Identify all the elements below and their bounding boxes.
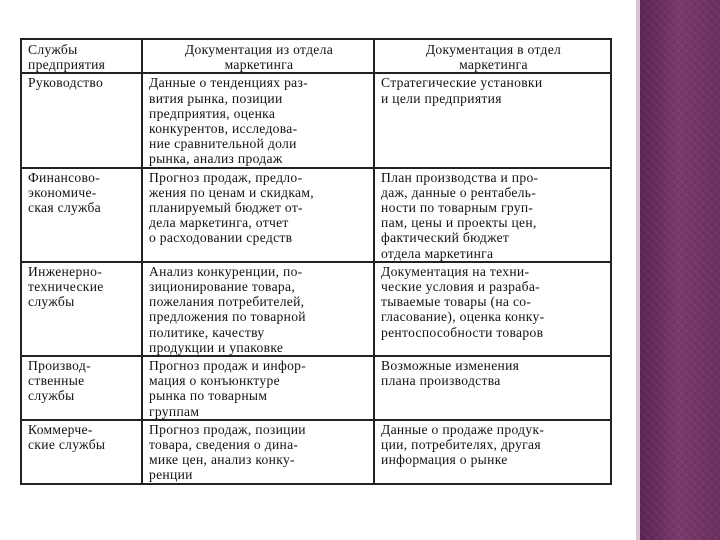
cell-from-marketing — [142, 73, 374, 167]
cell-to-marketing — [374, 73, 611, 167]
cell-to-marketing-line: Документация на техни- — [381, 263, 530, 279]
table-row — [21, 356, 611, 420]
cell-to-marketing-line: фактический бюджет — [381, 230, 510, 246]
header-to-line: маркетинга — [459, 57, 528, 73]
cell-to-marketing-line: информация о рынке — [381, 452, 508, 468]
cell-service-line: Инженерно- — [28, 263, 103, 279]
cell-to-marketing-line: рентоспособности товаров — [381, 324, 544, 340]
cell-from-marketing-line: товара, сведения о дина- — [149, 437, 299, 453]
cell-from-marketing-line: жения по ценам и скидкам, — [149, 184, 314, 200]
cell-to-marketing — [374, 356, 611, 420]
cell-from-marketing-line: Данные о тенденциях раз- — [149, 75, 309, 91]
cell-service-line: экономиче- — [28, 184, 97, 200]
cell-to-marketing-line: отдела маркетинга — [381, 245, 494, 261]
cell-from-marketing-line: ние сравнительной доли — [149, 136, 297, 152]
cell-to-marketing-line: ности по товарным груп- — [381, 200, 534, 216]
header-to-marketing — [374, 39, 611, 73]
cell-from-marketing-line: политике, качеству — [149, 324, 265, 340]
cell-to-marketing-line: План производства и про- — [381, 169, 539, 185]
table-row — [21, 420, 611, 484]
cell-to-marketing-line: гласование), оценка конку- — [381, 309, 545, 325]
header-services-line: Службы — [28, 42, 78, 57]
cell-service-line: Коммерче- — [28, 421, 93, 437]
header-from-line: Документация из отдела — [184, 42, 334, 57]
cell-from-marketing-line: Анализ конкуренции, по- — [149, 263, 303, 279]
marketing-documentation-table — [20, 38, 612, 485]
cell-service — [21, 356, 142, 420]
cell-to-marketing-line: пам, цены и проекты цен, — [381, 215, 537, 231]
cell-from-marketing — [142, 356, 374, 420]
cell-from-marketing-line: Прогноз продаж, позиции — [149, 421, 306, 437]
cell-from-marketing — [142, 262, 374, 356]
cell-service — [21, 168, 142, 262]
cell-from-marketing-line: продукции и упаковке — [149, 339, 284, 355]
cell-to-marketing-line: Стратегические установки — [381, 75, 543, 91]
cell-service-line: технические — [28, 279, 104, 295]
table-body — [21, 73, 611, 483]
cell-to-marketing — [374, 262, 611, 356]
cell-service — [21, 73, 142, 167]
cell-to-marketing-line: Данные о продаже продук- — [381, 421, 545, 437]
cell-from-marketing-line: рынка по товарным — [149, 388, 268, 404]
cell-service-line: ские службы — [28, 437, 106, 453]
table-header — [21, 39, 611, 73]
cell-to-marketing-line: плана производства — [381, 373, 501, 389]
cell-service — [21, 420, 142, 484]
header-from-line: маркетинга — [224, 57, 294, 73]
cell-service-line: службы — [28, 388, 75, 404]
cell-from-marketing-line: мике цен, анализ конку- — [149, 452, 295, 468]
table-container — [20, 38, 610, 510]
cell-from-marketing-line: вития рынка, позиции — [149, 90, 283, 106]
cell-from-marketing-line: предложения по товарной — [149, 309, 306, 325]
cell-service-line: службы — [28, 294, 75, 310]
cell-from-marketing-line: пожелания потребителей, — [149, 294, 305, 310]
cell-from-marketing-line: Прогноз продаж, предло- — [149, 169, 303, 185]
cell-from-marketing-line: Прогноз продаж и инфор- — [149, 358, 307, 374]
cell-from-marketing-line: ренции — [149, 467, 193, 483]
cell-from-marketing-line: зиционирование товара, — [149, 279, 296, 295]
cell-to-marketing-line: Возможные изменения — [381, 358, 520, 374]
cell-from-marketing-line: дела маркетинга, отчет — [149, 215, 289, 231]
cell-to-marketing-line: тываемые товары (на со- — [381, 294, 532, 310]
cell-service-line: Финансово- — [28, 169, 101, 185]
table-row — [21, 73, 611, 167]
cell-from-marketing — [142, 168, 374, 262]
cell-service — [21, 262, 142, 356]
cell-from-marketing-line: о расходовании средств — [149, 230, 293, 246]
cell-to-marketing-line: и цели предприятия — [381, 90, 502, 106]
cell-from-marketing-line: рынка, анализ продаж — [149, 151, 283, 167]
cell-from-marketing-line: мация о конъюнктуре — [149, 373, 280, 389]
cell-from-marketing-line: конкурентов, исследова- — [149, 121, 298, 137]
cell-service-line: Руководство — [28, 75, 104, 91]
cell-to-marketing-line: ции, потребителях, другая — [381, 437, 541, 453]
decorative-side-panel — [640, 0, 720, 540]
cell-from-marketing-line: планируемый бюджет от- — [149, 200, 303, 216]
header-to-line: Документация в отдел — [425, 42, 562, 57]
cell-from-marketing-line: предприятия, оценка — [149, 105, 276, 121]
cell-from-marketing-line: группам — [149, 403, 200, 419]
table-row — [21, 168, 611, 262]
cell-to-marketing-line: даж, данные о рентабель- — [381, 184, 537, 200]
header-services — [21, 39, 142, 73]
cell-service-line: Производ- — [28, 358, 91, 374]
cell-to-marketing — [374, 420, 611, 484]
header-services-line: предприятия — [28, 57, 106, 73]
header-from-marketing — [142, 39, 374, 73]
cell-to-marketing-line: ческие условия и разраба- — [381, 279, 540, 295]
cell-service-line: ственные — [28, 373, 85, 389]
cell-to-marketing — [374, 168, 611, 262]
table-row — [21, 262, 611, 356]
cell-service-line: ская служба — [28, 200, 102, 216]
header-row — [21, 39, 611, 73]
cell-from-marketing — [142, 420, 374, 484]
